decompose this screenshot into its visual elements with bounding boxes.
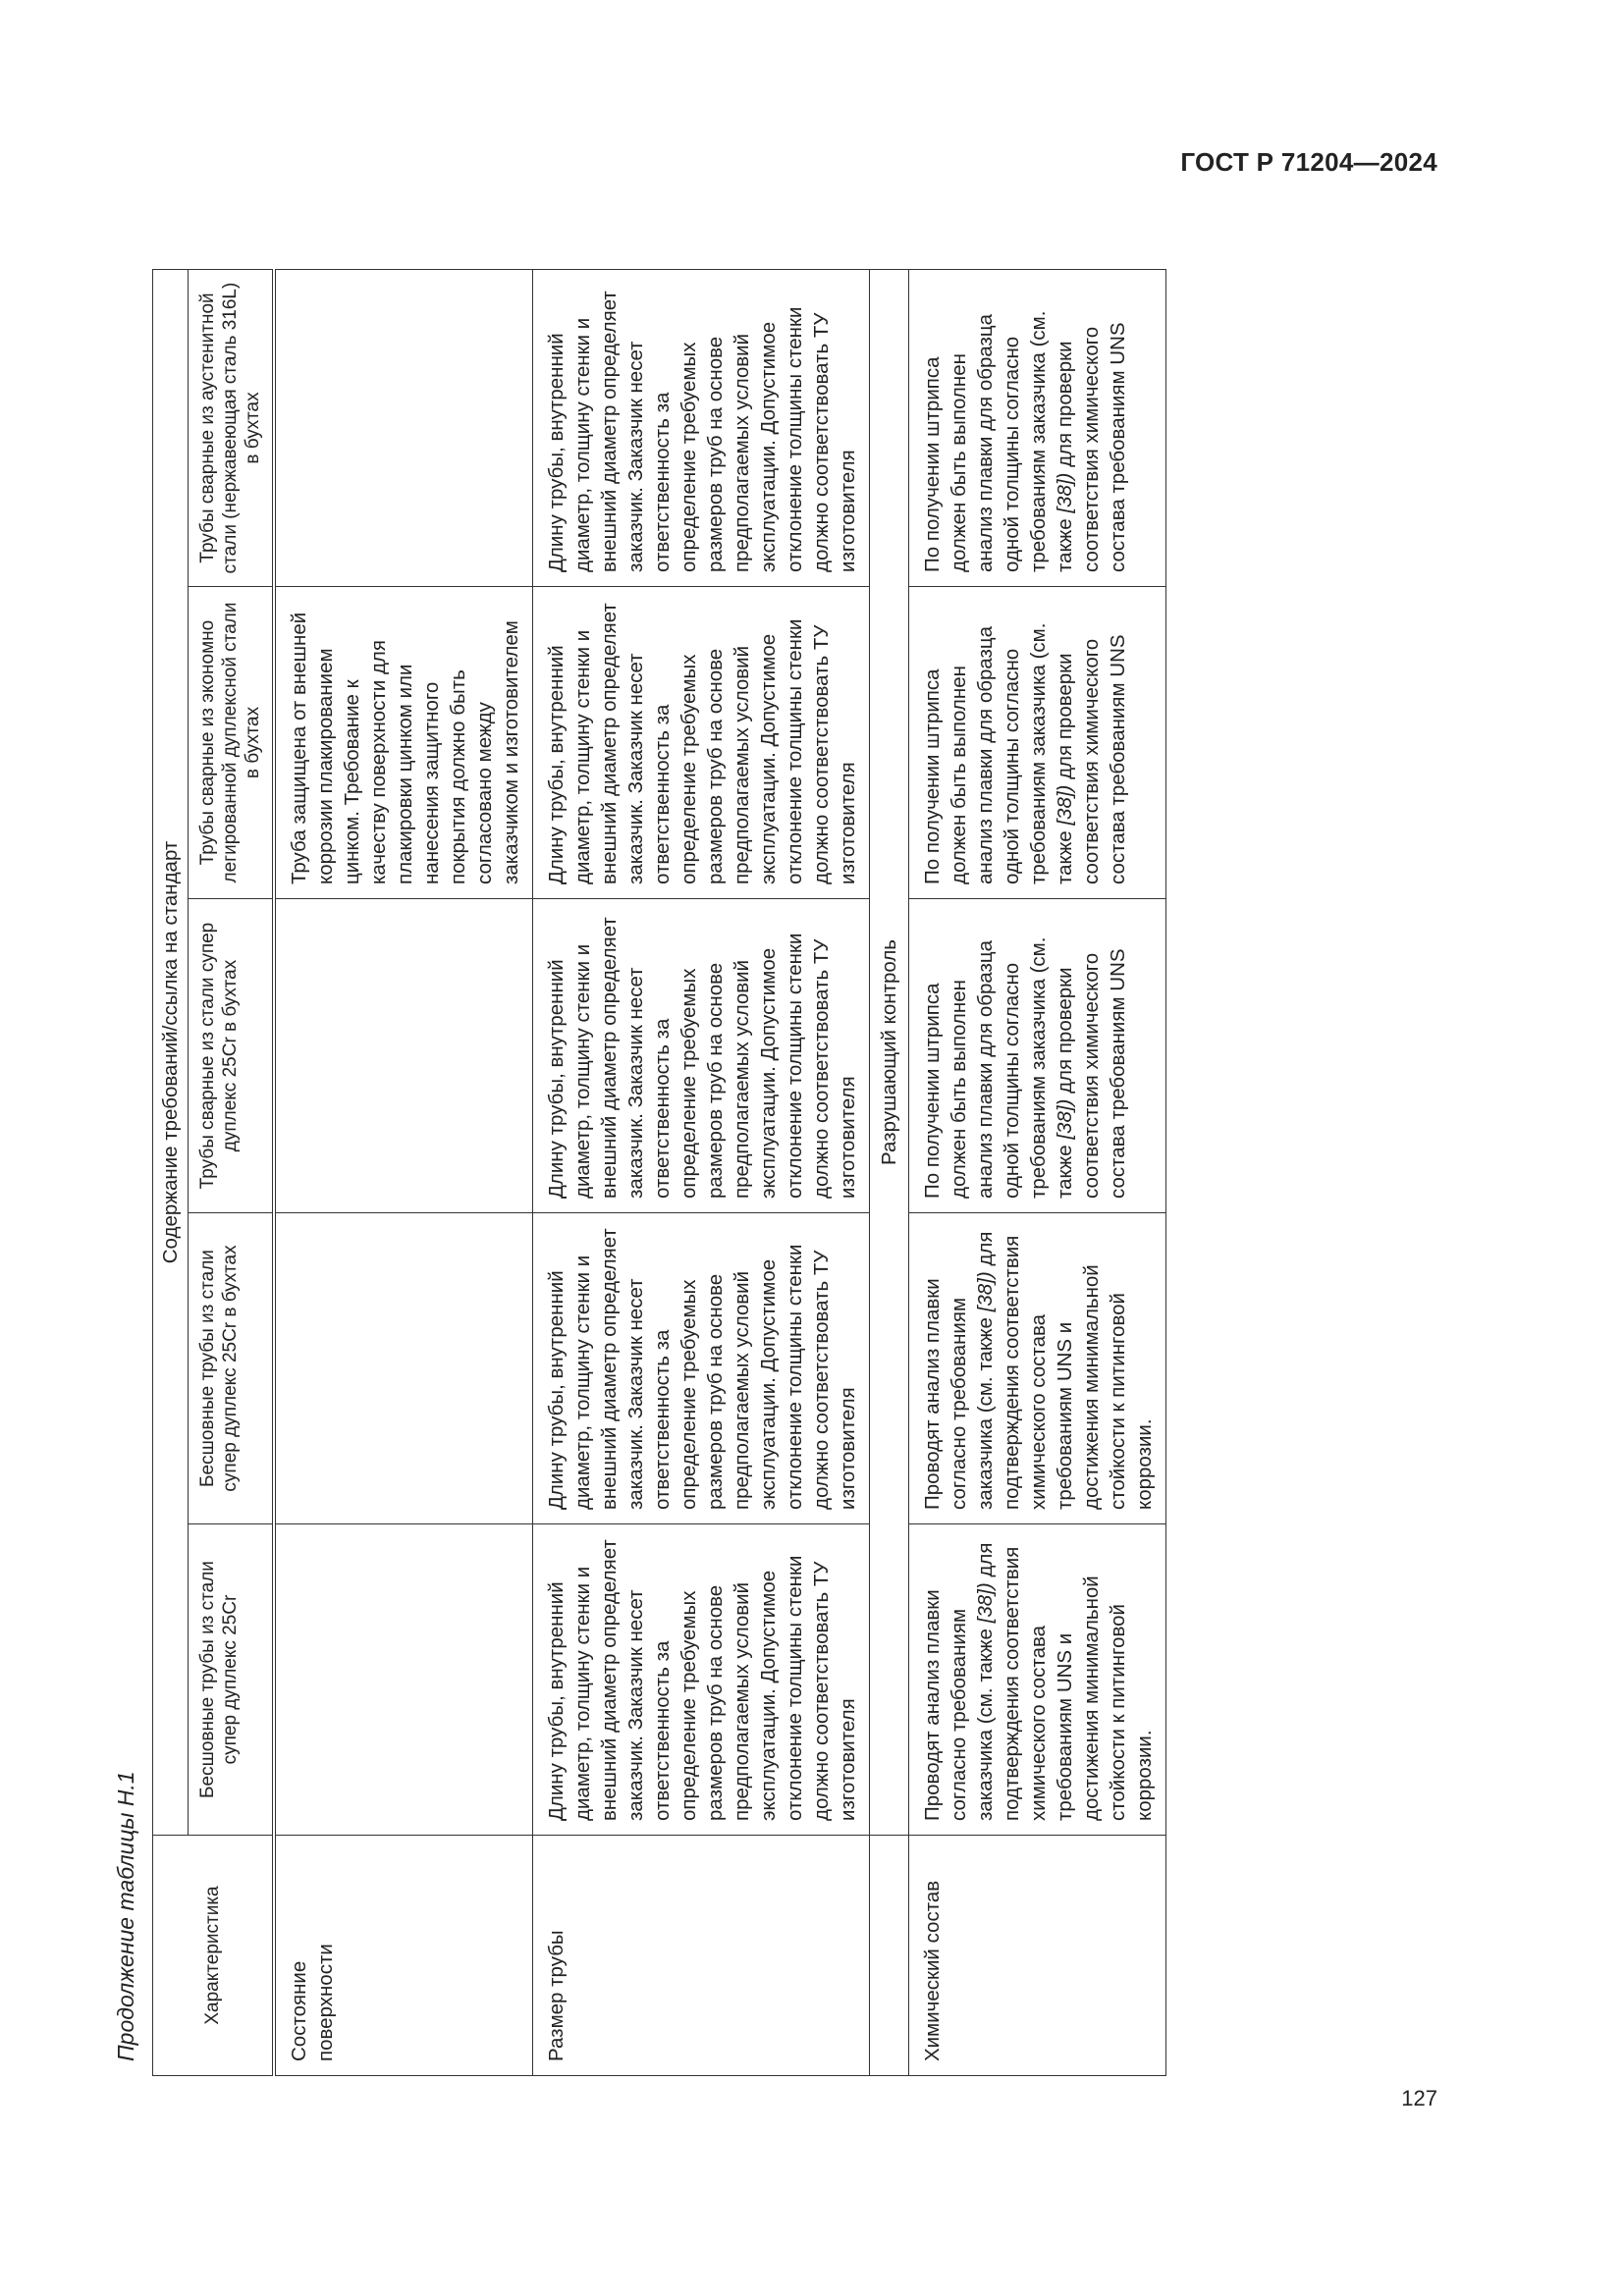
row-name: Размер трубы [533, 1836, 870, 2076]
table-row [533, 269, 870, 2075]
table-cell: По получении штрипса должен быть выполнен анализ плавки для образца одной толщины согласно требованиям заказчика (см. также [38]) для проверки соответствия химического состава требованиям UNS [909, 269, 1166, 586]
header-group: Содержание требований/ссылка на стандарт [153, 269, 189, 1835]
rotated-table-container [113, 270, 1335, 2135]
row-name: Химический состав [909, 1836, 1166, 2076]
header-row-columns [189, 269, 275, 2075]
section-blank [870, 1836, 909, 2076]
table-cell [274, 269, 533, 586]
table-cell: Длину трубы, внутренний диаметр, толщину стенки и внешний диаметр определяет заказчик. Заказчик несет ответственность за определение требуемых размеров труб на основе предполагаемых условий эксплуатации. Допустимое отклонение толщины стенки должно соответствовать ТУ изготовителя [533, 1524, 870, 1836]
header-col-5: Трубы сварные из аустенитной стали (нержавеющая сталь 316L) в бухтах [189, 269, 275, 586]
table-cell: По получении штрипса должен быть выполнен анализ плавки для образца одной толщины согласно требованиям заказчика (см. также [38]) для проверки соответствия химического состава требованиям UNS [909, 899, 1166, 1213]
requirements-table [152, 269, 1166, 2076]
table-cell: Труба защищена от внешней коррозии плакированием цинком. Требование к качеству поверхности для плакировки цинком или нанесения защитного покрытия должно быть согласовано между заказчиком и изготовителем [274, 587, 533, 899]
table-caption: Продолжение таблицы Н.1 [113, 1771, 138, 2061]
header-col-1: Бесшовные трубы из стали супер дуплекс 25Cr [189, 1524, 275, 1836]
header-col-2: Бесшовные трубы из стали супер дуплекс 25Cr в бухтах [189, 1213, 275, 1524]
table-cell: Длину трубы, внутренний диаметр, толщину стенки и внешний диаметр определяет заказчик. Заказчик несет ответственность за определение требуемых размеров труб на основе предполагаемых условий эксплуатации. Допустимое отклонение толщины стенки должно соответствовать ТУ изготовителя [533, 587, 870, 899]
table-row [274, 269, 533, 2075]
table-cell [274, 899, 533, 1213]
header-row-group [153, 269, 189, 2075]
table-cell: Проводят анализ плавки согласно требованиям заказчика (см. также [38]) для подтверждения соответствия химического состава требованиям UNS и достижения минимальной стойкости к питинговой коррозии. [909, 1213, 1166, 1524]
table-cell: Длину трубы, внутренний диаметр, толщину стенки и внешний диаметр определяет заказчик. Заказчик несет ответственность за определение требуемых размеров труб на основе предполагаемых условий эксплуатации. Допустимое отклонение толщины стенки должно соответствовать ТУ изготовителя [533, 269, 870, 586]
table-cell: Длину трубы, внутренний диаметр, толщину стенки и внешний диаметр определяет заказчик. Заказчик несет ответственность за определение требуемых размеров труб на основе предполагаемых условий эксплуатации. Допустимое отклонение толщины стенки должно соответствовать ТУ изготовителя [533, 1213, 870, 1524]
table-cell: Длину трубы, внутренний диаметр, толщину стенки и внешний диаметр определяет заказчик. Заказчик несет ответственность за определение требуемых размеров труб на основе предполагаемых условий эксплуатации. Допустимое отклонение толщины стенки должно соответствовать ТУ изготовителя [533, 899, 870, 1213]
header-col-4: Трубы сварные из экономно легированной дуплексной стали в бухтах [189, 587, 275, 899]
page-number: 127 [1401, 2086, 1437, 2110]
header-col-3: Трубы сварные из стали супер дуплекс 25Cr в бухтах [189, 899, 275, 1213]
row-name: Состояние поверхности [274, 1836, 533, 2076]
standard-number: ГОСТ Р 71204—2024 [1180, 147, 1437, 177]
table-cell [274, 1524, 533, 1836]
section-row [870, 269, 909, 2075]
header-characteristic: Характеристика [153, 1836, 275, 2076]
section-title: Разрушающий контроль [870, 269, 909, 1835]
table-cell [274, 1213, 533, 1524]
table-cell: Проводят анализ плавки согласно требованиям заказчика (см. также [38]) для подтверждения соответствия химического состава требованиям UNS и достижения минимальной стойкости к питинговой коррозии. [909, 1524, 1166, 1836]
table-row [909, 269, 1166, 2075]
table-cell: По получении штрипса должен быть выполнен анализ плавки для образца одной толщины согласно требованиям заказчика (см. также [38]) для проверки соответствия химического состава требованиям UNS [909, 587, 1166, 899]
